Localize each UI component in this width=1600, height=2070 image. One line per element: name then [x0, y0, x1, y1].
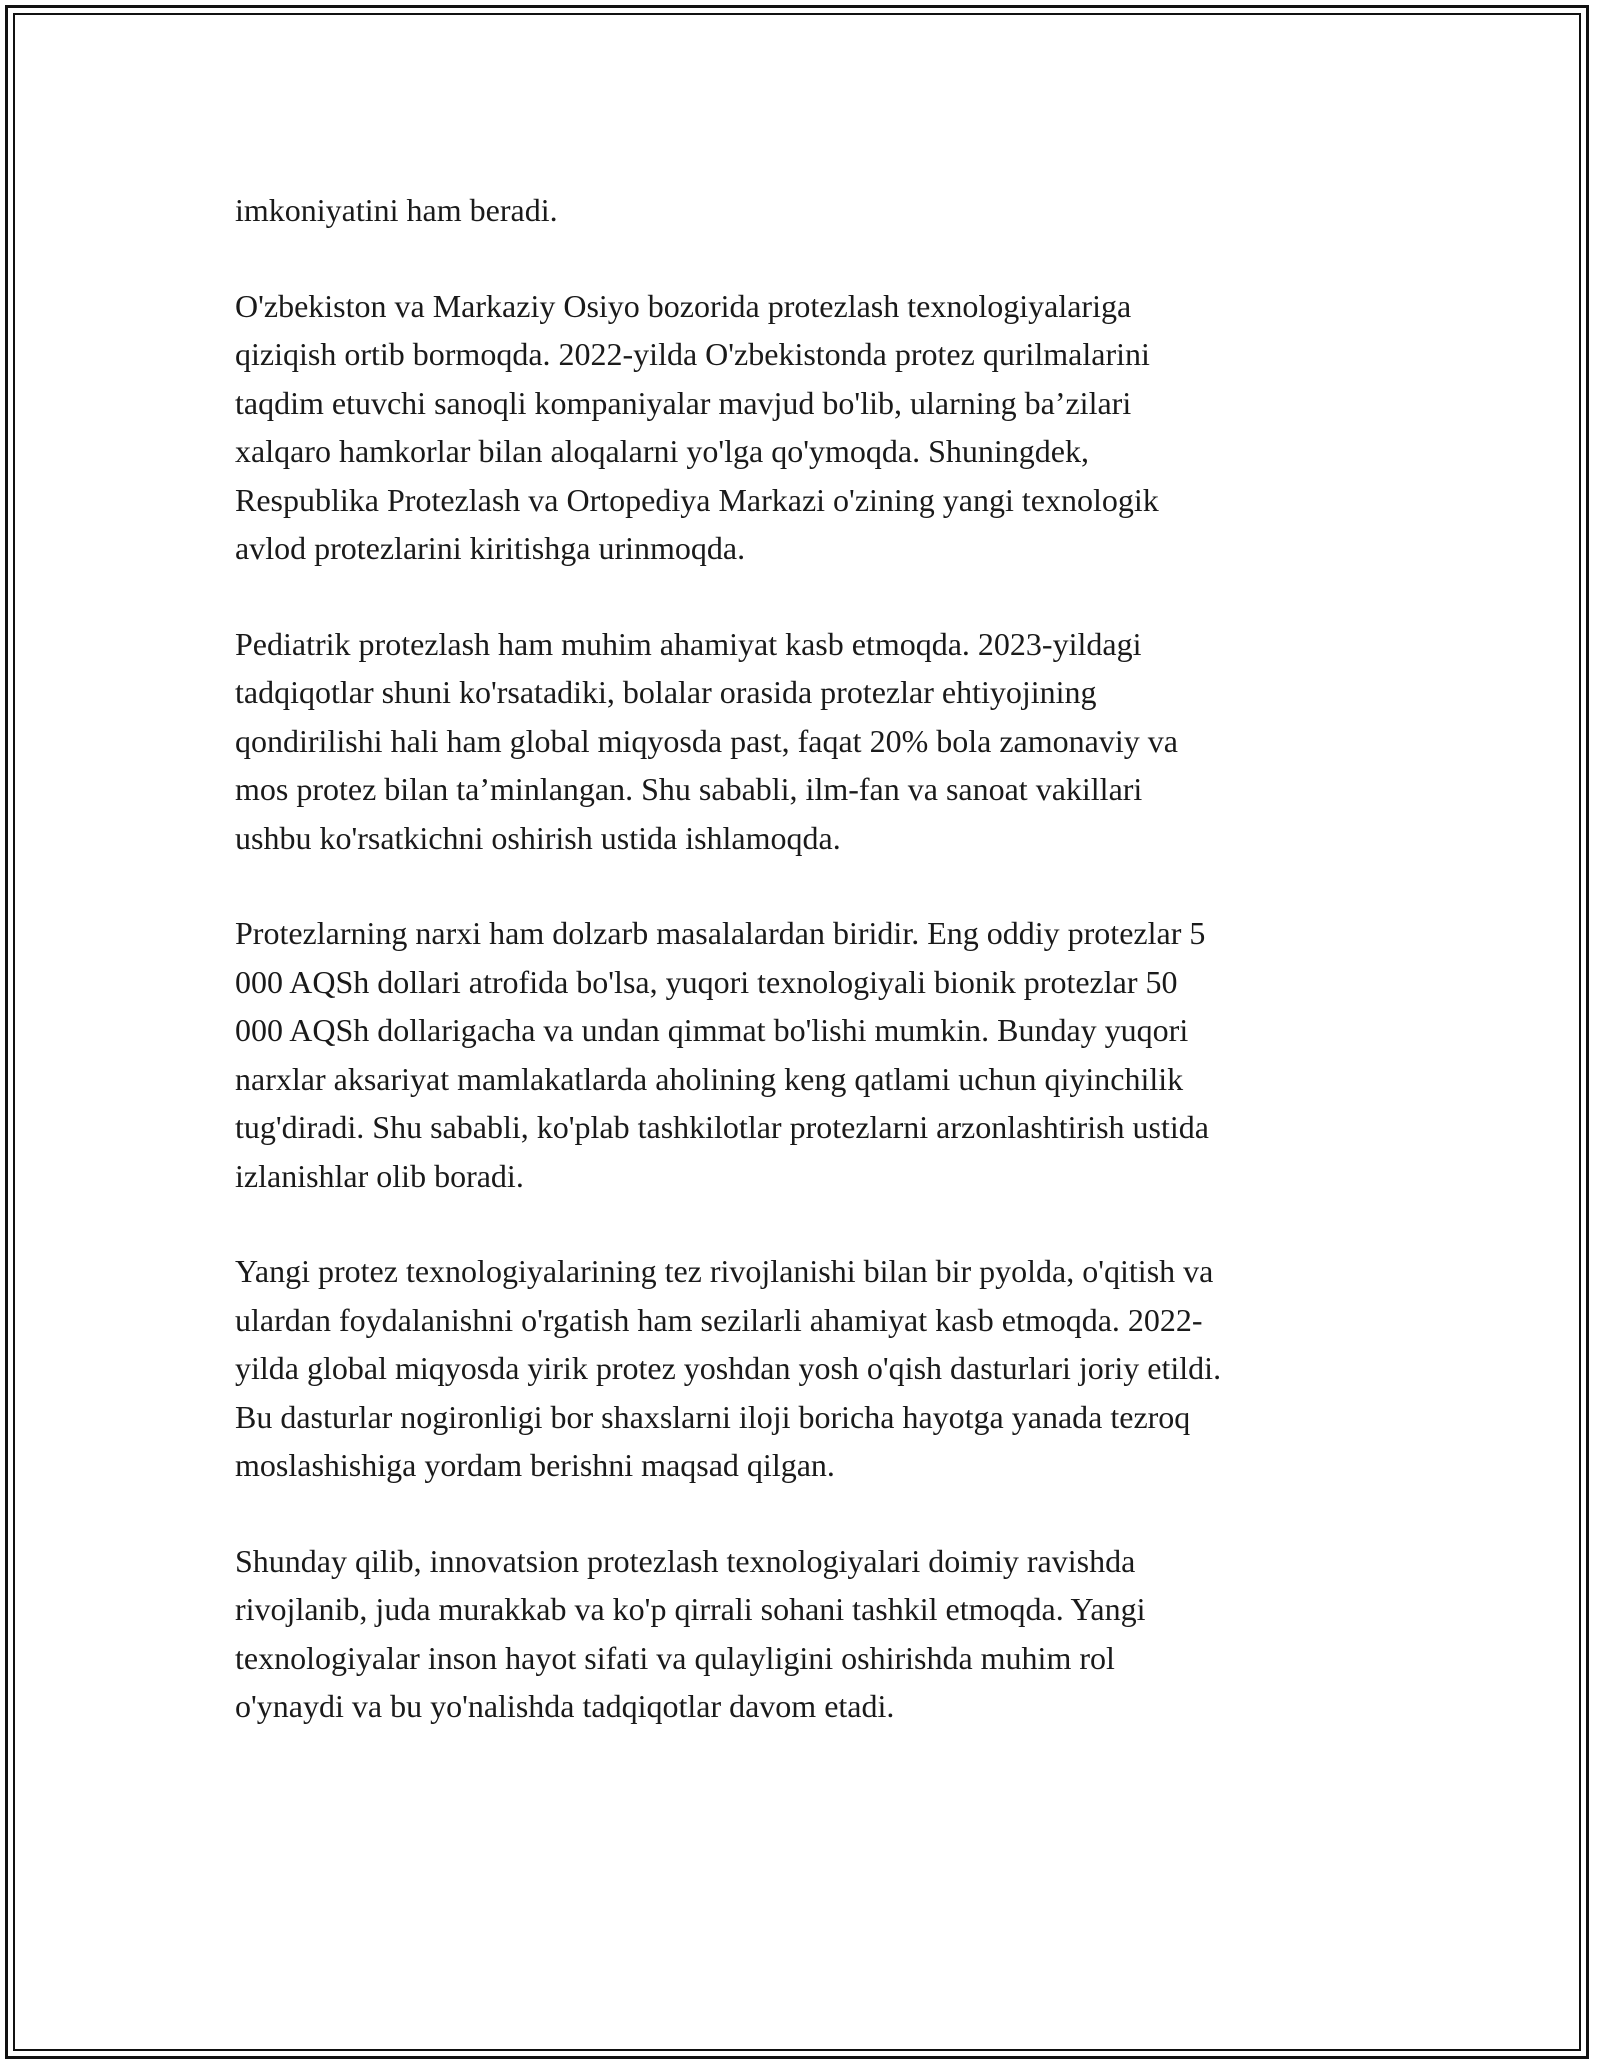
text-line: O'zbekiston va Markaziy Osiyo bozorida protezlash texnologiyalariga	[235, 287, 1132, 324]
text-line: narxlar aksariyat mamlakatlarda aholining keng qatlami uchun qiyinchilik	[235, 1060, 1184, 1097]
paragraph	[235, 620, 1370, 863]
text-line: Yangi protez texnologiyalarining tez rivojlanishi bilan bir pyolda, o'qitish va	[235, 1253, 1214, 1289]
paragraph	[235, 282, 1370, 573]
paragraph	[235, 909, 1370, 1200]
text-line: qondirilishi hali ham global miqyosda past, faqat 20% bola zamonaviy va	[235, 722, 1178, 759]
text-line: izlanishlar olib boradi.	[235, 1157, 524, 1194]
text-line: Shunday qilib, innovatsion protezlash texnologiyalari doimiy ravishda	[235, 1542, 1136, 1579]
paragraph	[235, 186, 1370, 235]
text-line: 000 AQSh dollari atrofida bo'lsa, yuqori texnologiyali bionik protezlar 50	[235, 963, 1178, 1000]
text-line: texnologiyalar inson hayot sifati va qulayligini oshirishda muhim rol	[235, 1639, 1115, 1676]
text-line: xalqaro hamkorlar bilan aloqalarni yo'lga qo'ymoqda. Shuningdek,	[235, 433, 1089, 469]
text-line: rivojlanib, juda murakkab va ko'p qirrali sohani tashkil etmoqda. Yangi	[235, 1591, 1146, 1627]
text-line: ushbu ko'rsatkichni oshirish ustida ishlamoqda.	[235, 819, 841, 856]
text-line: avlod protezlarini kiritishga urinmoqda.	[235, 530, 746, 566]
text-line: qiziqish ortib bormoqda. 2022-yilda O'zbekistonda protez qurilmalarini	[235, 336, 1150, 372]
text-line: o'ynaydi va bu yo'nalishda tadqiqotlar davom etadi.	[235, 1688, 895, 1724]
text-line: 000 AQSh dollarigacha va undan qimmat bo'lishi mumkin. Bunday yuqori	[235, 1012, 1189, 1048]
text-line: imkoniyatini ham beradi.	[235, 192, 558, 228]
text-line: tadqiqotlar shuni ko'rsatadiki, bolalar orasida protezlar ehtiyojining	[235, 674, 1097, 710]
text-line: Bu dasturlar nogironligi bor shaxslarni iloji boricha hayotga yanada tezroq	[235, 1398, 1191, 1435]
document-body	[235, 186, 1370, 1778]
text-line: Pediatrik protezlash ham muhim ahamiyat kasb etmoqda. 2023-yildagi	[235, 625, 1142, 662]
text-line: moslashishiga yordam berishni maqsad qilgan.	[235, 1447, 835, 1483]
text-line: mos protez bilan ta’minlangan. Shu sababli, ilm-fan va sanoat vakillari	[235, 771, 1143, 807]
text-line: Protezlarning narxi ham dolzarb masalalardan biridir. Eng oddiy protezlar 5	[235, 915, 1206, 951]
paragraph	[235, 1247, 1370, 1490]
text-line: yilda global miqyosda yirik protez yoshdan yosh o'qish dasturlari joriy etildi.	[235, 1350, 1222, 1386]
text-line: tug'diradi. Shu sababli, ko'plab tashkilotlar protezlarni arzonlashtirish ustida	[235, 1109, 1209, 1145]
text-line: Respublika Protezlash va Ortopediya Markazi o'zining yangi texnologik	[235, 481, 1159, 518]
paragraph	[235, 1537, 1370, 1731]
text-line: taqdim etuvchi sanoqli kompaniyalar mavjud bo'lib, ularning ba’zilari	[235, 384, 1132, 421]
text-line: ulardan foydalanishni o'rgatish ham sezilarli ahamiyat kasb etmoqda. 2022-	[235, 1301, 1203, 1338]
